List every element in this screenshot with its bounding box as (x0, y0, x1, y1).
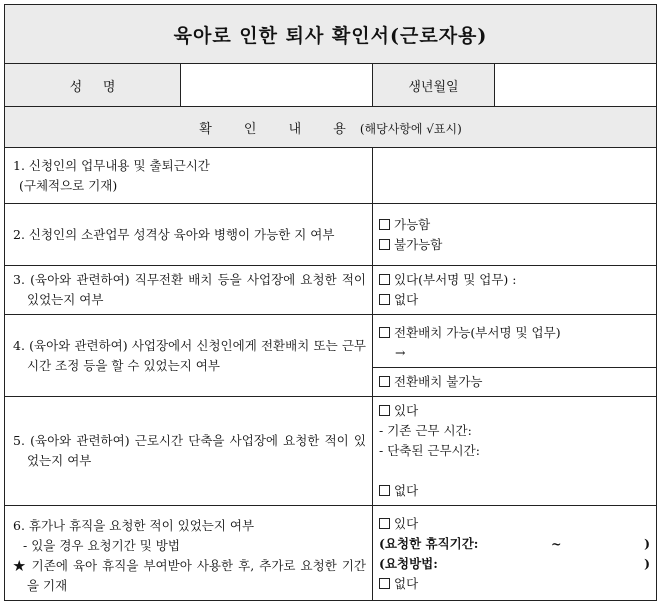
leave-period-field[interactable]: (요청한 휴직기간: ~ ) (379, 536, 650, 551)
form-title: 육아로 인한 퇴사 확인서(근로자용) (5, 5, 657, 64)
confirmation-form (4, 4, 656, 598)
option-impossible[interactable]: 불가능함 (379, 235, 650, 255)
checkbox-icon[interactable] (379, 578, 390, 589)
confirmation-header (5, 107, 657, 148)
checkbox-icon[interactable] (379, 294, 390, 305)
birth-date-field[interactable] (495, 64, 657, 107)
answer-4-no-transfer (373, 368, 657, 397)
request-method-field[interactable]: (요청방법: ) (379, 556, 651, 571)
reduced-hours-label: - 단축된 근무시간: (379, 443, 480, 458)
option-transfer-possible[interactable]: 전환배치 가능(부서명 및 업무) (379, 323, 650, 343)
answer-5 (373, 397, 657, 506)
confirmation-label: 확 인 내 용 (199, 121, 360, 137)
checkbox-icon[interactable] (379, 376, 390, 387)
question-3: 3. (육아와 관련하여) 직무전환 배치 등을 사업장에 요청한 적이 있었는지 여부 (5, 266, 373, 315)
option-possible[interactable]: 가능함 (379, 215, 650, 235)
option-no[interactable]: 없다 (379, 481, 650, 501)
checkbox-icon[interactable] (379, 518, 390, 529)
answer-3 (373, 266, 657, 315)
answer-2 (373, 204, 657, 266)
birth-date-label: 생년월일 (373, 64, 495, 107)
original-hours-label: - 기존 근무 시간: (379, 423, 472, 438)
star-note: ★ 기존에 육아 휴직을 부여받아 사용한 후, 추가로 요청한 기간을 기재 (13, 558, 366, 593)
checkbox-icon[interactable] (379, 239, 390, 250)
confirmation-note: (해당사항에 √표시) (359, 121, 462, 136)
name-field[interactable] (181, 64, 373, 107)
option-transfer-impossible[interactable]: 전환배치 불가능 (379, 372, 650, 392)
checkbox-icon[interactable] (379, 274, 390, 285)
checkbox-icon[interactable] (379, 219, 390, 230)
question-6: 6. 휴가나 휴직을 요청한 적이 있었는지 여부 - 있을 경우 요청기간 및 방법 ★ 기존에 육아 휴직을 부여받아 사용한 후, 추가로 요청한 기간을 기재 (5, 506, 373, 601)
option-no[interactable]: 없다 (379, 290, 650, 310)
option-yes[interactable]: 있다(부서명 및 업무) : (379, 270, 650, 290)
option-no[interactable]: 없다 (379, 574, 650, 594)
form-table (4, 4, 657, 601)
option-yes[interactable]: 있다 (379, 401, 650, 421)
question-4: 4. (육아와 관련하여) 사업장에서 신청인에게 전환배치 또는 근무시간 조정 등을 할 수 있었는지 여부 (5, 315, 373, 397)
arrow-icon: → (395, 345, 406, 360)
checkbox-icon[interactable] (379, 405, 390, 416)
question-5: 5. (육아와 관련하여) 근로시간 단축을 사업장에 요청한 적이 있었는지 여부 (5, 397, 373, 506)
option-yes[interactable]: 있다 (379, 514, 650, 534)
checkbox-icon[interactable] (379, 327, 390, 338)
checkbox-icon[interactable] (379, 485, 390, 496)
answer-1-field[interactable] (373, 148, 657, 204)
answer-6 (373, 506, 657, 601)
answer-4-transfer (373, 315, 657, 368)
name-label: 성 명 (5, 64, 181, 107)
question-1: 1. 신청인의 업무내용 및 출퇴근시간 (구체적으로 기재) (5, 148, 373, 204)
question-2: 2. 신청인의 소관업무 성격상 육아와 병행이 가능한 지 여부 (5, 204, 373, 266)
